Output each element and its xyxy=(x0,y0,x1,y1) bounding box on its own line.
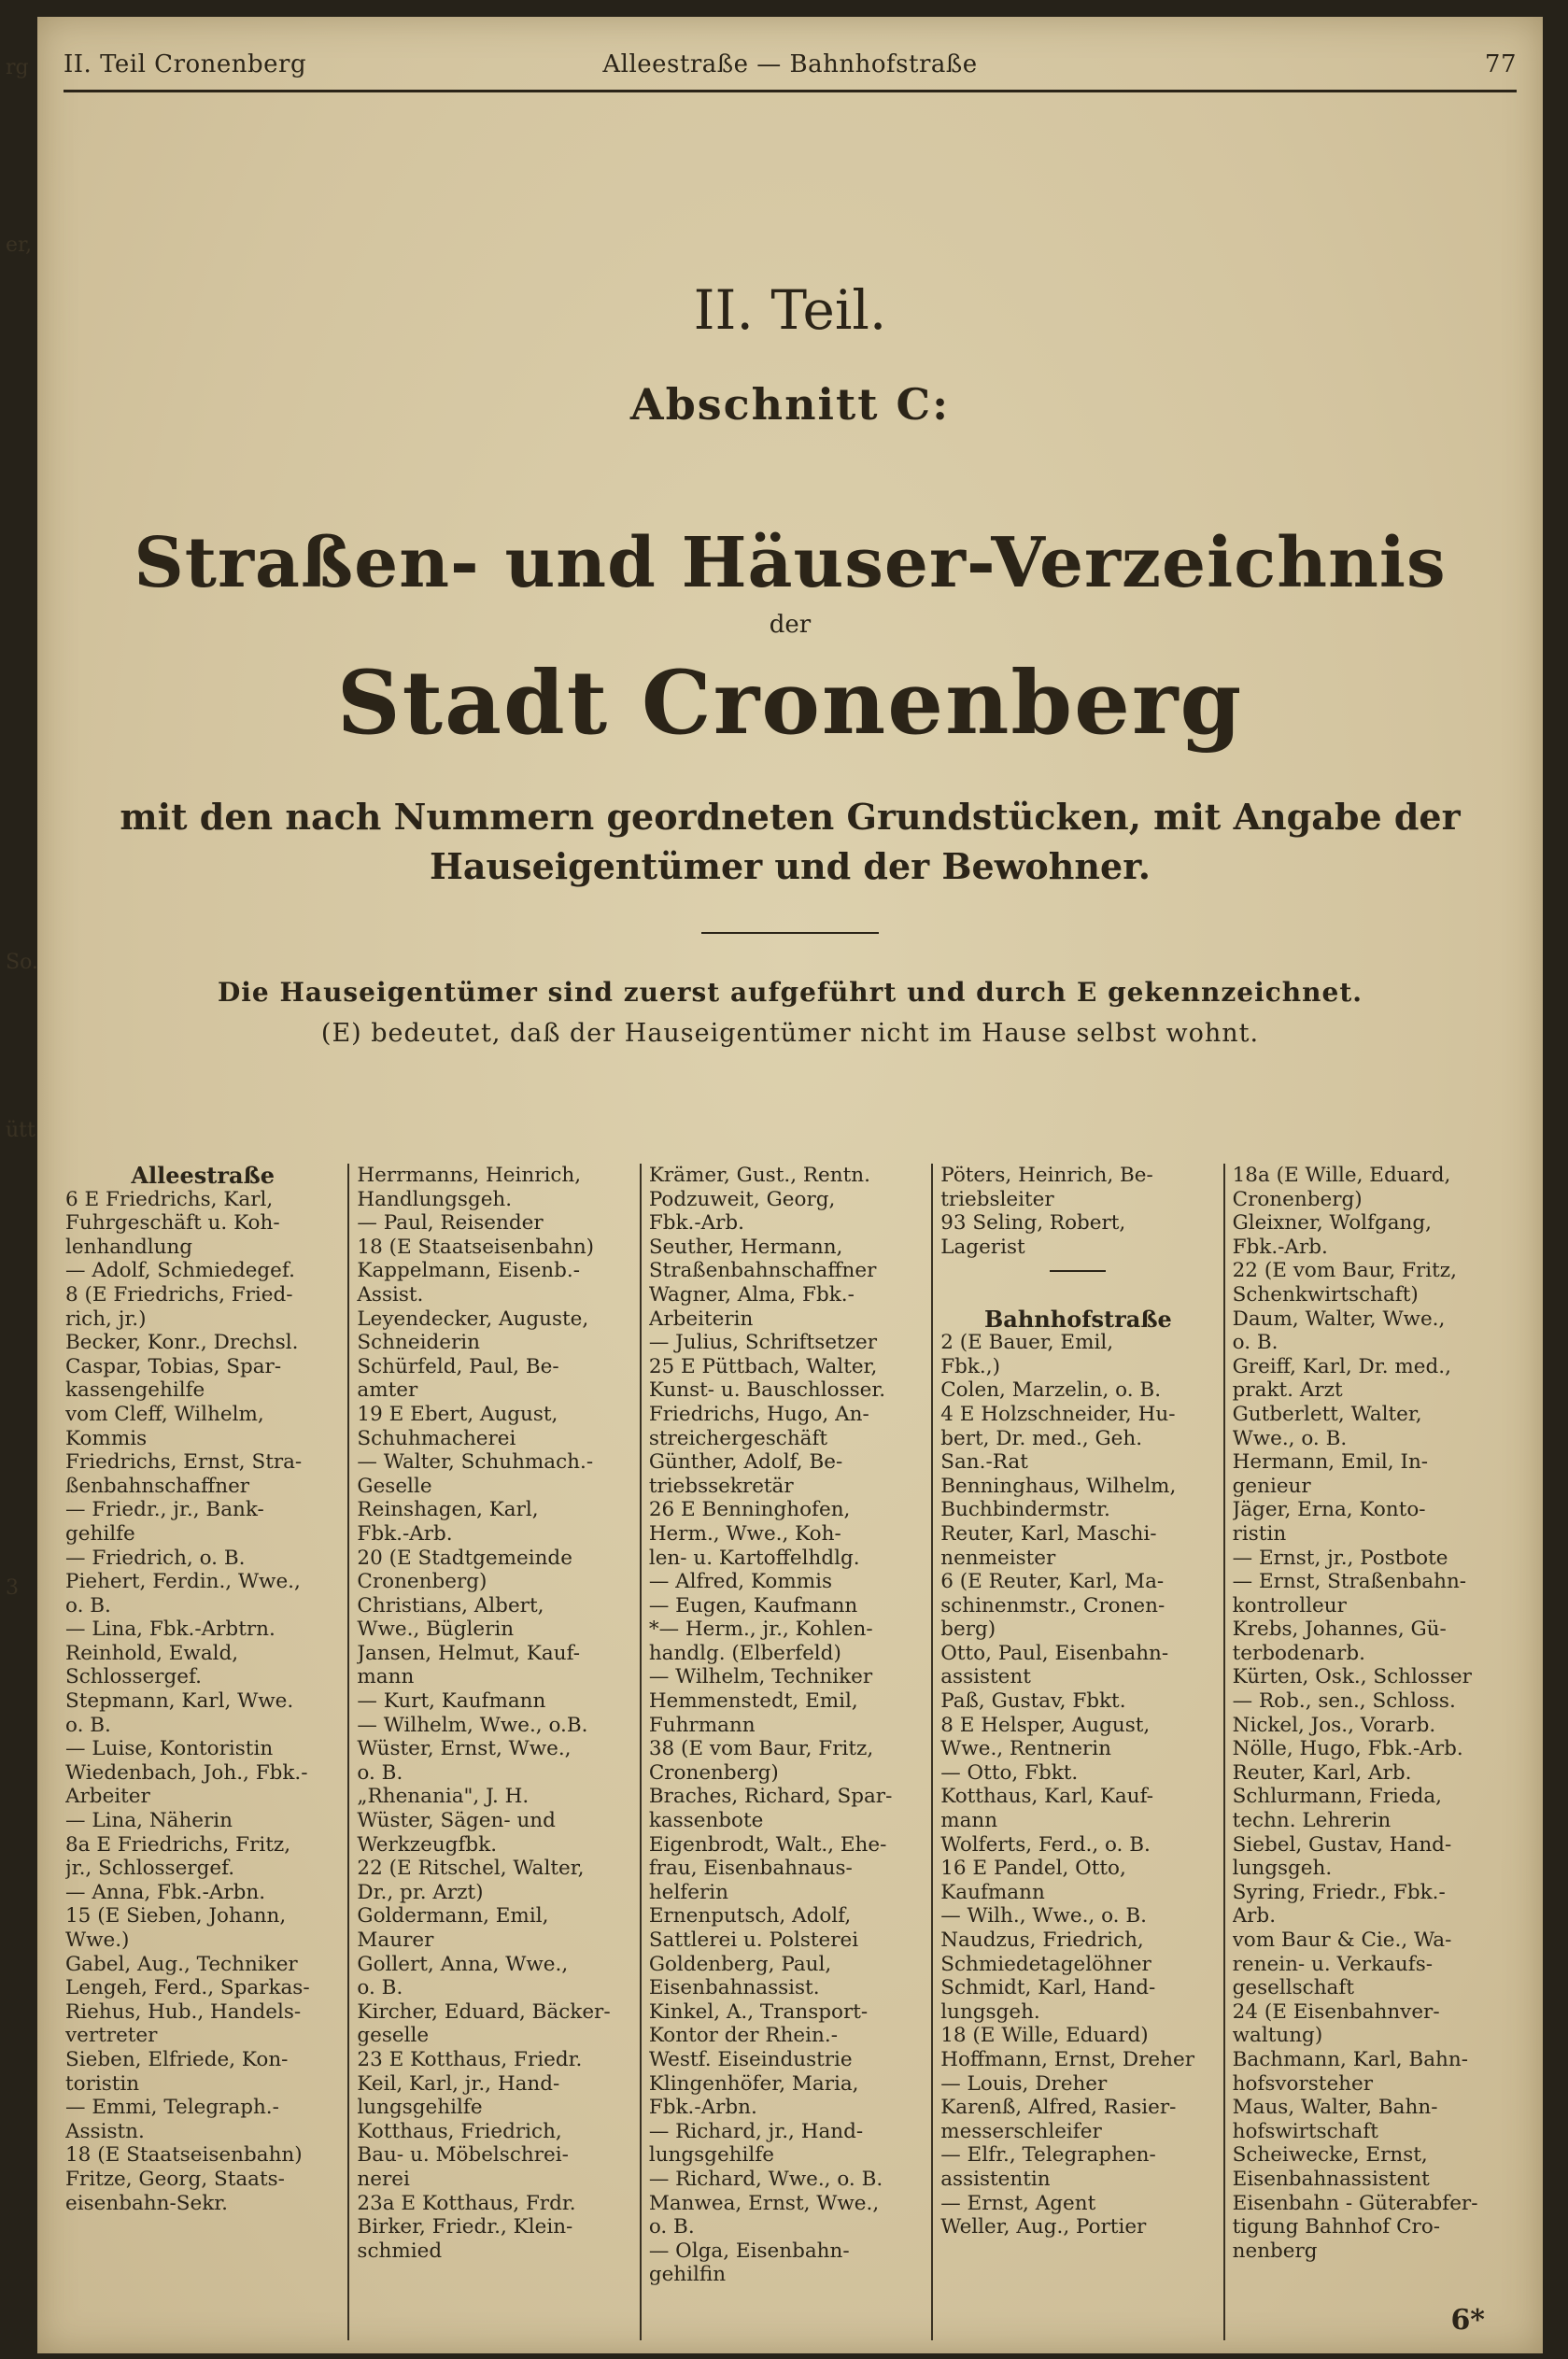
directory-line: vom Cleff, Wilhelm, xyxy=(65,1402,264,1426)
directory-line: Schmidt, Karl, Hand- xyxy=(940,1976,1156,2000)
directory-line: Otto, Paul, Eisenbahn- xyxy=(940,1641,1169,1665)
directory-line: — Kurt, Kaufmann xyxy=(357,1689,546,1714)
directory-line: Arb. xyxy=(1232,1904,1277,1928)
directory-line: o. B. xyxy=(65,1593,111,1617)
directory-line: Birker, Friedr., Klein- xyxy=(357,2215,573,2239)
directory-line: Eisenbahnassist. xyxy=(648,1976,820,2000)
directory-line: Kunst- u. Bauschlosser. xyxy=(648,1378,886,1403)
directory-line: 18 (E Staatseisenbahn) xyxy=(357,1235,595,1259)
margin-fragment: er, xyxy=(6,233,33,257)
directory-line: 4 E Holzschneider, Hu- xyxy=(940,1402,1176,1426)
directory-line: Gleixner, Wolfgang, xyxy=(1232,1211,1432,1236)
directory-line: Benninghaus, Wilhelm, xyxy=(940,1474,1177,1498)
directory-line: Jansen, Helmut, Kauf- xyxy=(357,1641,581,1665)
directory-line: Werkzeugfbk. xyxy=(357,1832,498,1857)
directory-line: Wiedenbach, Joh., Fbk.- xyxy=(65,1760,308,1785)
directory-line: Bau- u. Möbelschrei- xyxy=(357,2143,569,2168)
directory-line: 93 Seling, Robert, xyxy=(940,1211,1126,1236)
directory-line: o. B. xyxy=(65,1713,111,1737)
directory-line: kontrolleur xyxy=(1232,1593,1347,1617)
directory-line: triebsleiter xyxy=(940,1187,1054,1211)
directory-line: Reuter, Karl, Maschi- xyxy=(940,1521,1157,1546)
directory-line: Lagerist xyxy=(940,1235,1025,1259)
directory-line: renein- u. Verkaufs- xyxy=(1232,1952,1434,1976)
directory-line: Fbk.-Arb. xyxy=(1232,1235,1328,1259)
directory-line: nenberg xyxy=(1232,2239,1318,2263)
directory-line: vertreter xyxy=(65,2024,158,2048)
directory-line: Pöters, Heinrich, Be- xyxy=(940,1164,1153,1187)
directory-line: *— Herm., jr., Kohlen- xyxy=(648,1617,873,1642)
directory-column-4 xyxy=(931,1164,1222,2340)
directory-line: — Alfred, Kommis xyxy=(648,1570,833,1594)
directory-line: Kontor der Rhein.- xyxy=(648,2024,838,2048)
directory-line: Geselle xyxy=(357,1474,432,1498)
directory-column-2 xyxy=(347,1164,639,2340)
owner-note: Die Hauseigentümer sind zuerst aufgeführt und durch E gekennzeichnet. xyxy=(217,977,1363,1009)
directory-line: helferin xyxy=(648,1880,728,1904)
directory-line: 38 (E vom Baur, Fritz, xyxy=(648,1737,874,1761)
directory-line: Kürten, Osk., Schlosser xyxy=(1232,1665,1472,1689)
directory-line xyxy=(940,1283,1215,1307)
directory-line: Nickel, Jos., Vorarb. xyxy=(1232,1713,1436,1737)
directory-line: len- u. Kartoffelhdlg. xyxy=(648,1546,860,1570)
directory-line: hofsvorsteher xyxy=(1232,2071,1374,2096)
directory-line: Becker, Konr., Drechsl. xyxy=(65,1331,299,1355)
directory-line: Assist. xyxy=(357,1282,424,1307)
directory-line: Hoffmann, Ernst, Dreher xyxy=(940,2047,1195,2071)
directory-line: Riehus, Hub., Handels- xyxy=(65,1999,302,2024)
directory-line: schinenmstr., Cronen- xyxy=(940,1593,1165,1617)
directory-line: 19 E Ebert, August, xyxy=(357,1402,558,1426)
directory-line: Bachmann, Karl, Bahn- xyxy=(1232,2047,1468,2071)
directory-line: mann xyxy=(940,1809,998,1833)
directory-line: frau, Eisenbahnaus- xyxy=(648,1857,853,1881)
directory-line: Krämer, Gust., Rentn. xyxy=(648,1164,870,1187)
title-block xyxy=(37,278,1543,1048)
signature-mark: 6* xyxy=(1450,2304,1485,2337)
directory-line: waltung) xyxy=(1232,2024,1323,2048)
directory-line: Ernenputsch, Adolf, xyxy=(648,1904,852,1928)
directory-line: Maurer xyxy=(357,1928,434,1952)
directory-line: Fbk.-Arbn. xyxy=(648,2096,757,2120)
directory-line: handlg. (Elberfeld) xyxy=(648,1641,841,1665)
directory-line: — Friedr., jr., Bank- xyxy=(65,1498,264,1522)
directory-line: 8 (E Friedrichs, Fried- xyxy=(65,1282,293,1307)
directory-line: Hemmenstedt, Emil, xyxy=(648,1689,858,1714)
directory-line: — Ernst, Agent xyxy=(940,2191,1096,2215)
directory-line: 18 (E Staatseisenbahn) xyxy=(65,2143,303,2168)
directory-line: Nölle, Hugo, Fbk.-Arb. xyxy=(1232,1737,1463,1761)
directory-line: Handlungsgeh. xyxy=(357,1187,513,1211)
directory-line: ristin xyxy=(1232,1521,1287,1546)
directory-line: Wwe., o. B. xyxy=(1232,1426,1348,1450)
margin-fragment: 3 xyxy=(6,1576,19,1600)
directory-line: Kaufmann xyxy=(940,1880,1045,1904)
directory-line: lenhandlung xyxy=(65,1235,193,1259)
directory-line: — Lina, Näherin xyxy=(65,1809,233,1833)
directory-line: 6 E Friedrichs, Karl, xyxy=(65,1187,274,1211)
directory-line: — Richard, Wwe., o. B. xyxy=(648,2167,883,2191)
directory-line: jr., Schlossergef. xyxy=(65,1857,235,1881)
city-title: Stadt Cronenberg xyxy=(336,652,1244,755)
directory-line: Eisenbahn - Güterabfer- xyxy=(1232,2191,1478,2215)
directory-line: Weller, Aug., Portier xyxy=(940,2215,1147,2239)
directory-line: Sieben, Elfriede, Kon- xyxy=(65,2047,289,2071)
directory-line: — Friedrich, o. B. xyxy=(65,1546,246,1570)
margin-fragment: ütt xyxy=(6,1119,35,1142)
directory-line: Gollert, Anna, Wwe., xyxy=(357,1952,569,1976)
directory-line: techn. Lehrerin xyxy=(1232,1809,1391,1833)
directory-line: Friedrichs, Hugo, An- xyxy=(648,1402,869,1426)
directory-line: nerei xyxy=(357,2167,410,2191)
directory-line: Wüster, Sägen- und xyxy=(357,1809,556,1833)
title-der: der xyxy=(769,611,812,639)
directory-line: Assistn. xyxy=(65,2119,145,2143)
directory-line: Naudzus, Friedrich, xyxy=(940,1928,1144,1952)
directory-column-1 xyxy=(58,1164,347,2340)
directory-line: Krebs, Johannes, Gü- xyxy=(1232,1617,1447,1642)
directory-line: Piehert, Ferdin., Wwe., xyxy=(65,1570,301,1594)
directory-line: Wwe., Büglerin xyxy=(357,1617,515,1642)
directory-line: Schmiedetagelöhner xyxy=(940,1952,1151,1976)
directory-line: Keil, Karl, jr., Hand- xyxy=(357,2071,560,2096)
directory-line: — Lina, Fbk.-Arbtrn. xyxy=(65,1617,275,1642)
directory-line: Manwea, Ernst, Wwe., xyxy=(648,2191,880,2215)
directory-line: — Ernst, jr., Postbote xyxy=(1232,1546,1448,1570)
directory-line: geselle xyxy=(357,2024,430,2048)
directory-line: 23a E Kotthaus, Frdr. xyxy=(357,2191,576,2215)
directory-line: Schlurmann, Frieda, xyxy=(1232,1785,1443,1809)
directory-line: — Richard, jr., Hand- xyxy=(648,2119,864,2143)
directory-line: 16 E Pandel, Otto, xyxy=(940,1857,1126,1881)
directory-line: 22 (E vom Baur, Fritz, xyxy=(1232,1259,1457,1283)
directory-line: lungsgehilfe xyxy=(648,2143,774,2168)
directory-line: Fritze, Georg, Staats- xyxy=(65,2167,285,2191)
directory-line: bert, Dr. med., Geh. xyxy=(940,1426,1143,1450)
directory-line: kassengehilfe xyxy=(65,1378,205,1403)
directory-line: messerschleifer xyxy=(940,2119,1102,2143)
directory-line: „Rhenania", J. H. xyxy=(357,1785,530,1809)
directory-line: Fuhrgeschäft u. Koh- xyxy=(65,1211,280,1236)
directory-line: vom Baur & Cie., Wa- xyxy=(1232,1928,1452,1952)
directory-line: Cronenberg) xyxy=(357,1570,487,1594)
directory-line: Kappelmann, Eisenb.- xyxy=(357,1259,581,1283)
absent-owner-note: (E) bedeutet, daß der Hauseigentümer nicht im Hause selbst wohnt. xyxy=(320,1019,1260,1049)
directory-line: — Rob., sen., Schloss. xyxy=(1232,1689,1456,1714)
directory-line: Westf. Eiseindustrie xyxy=(648,2047,853,2071)
running-head-left: II. Teil Cronenberg xyxy=(64,50,307,78)
directory-line: — Anna, Fbk.-Arbn. xyxy=(65,1880,266,1904)
directory-line: Fuhrmann xyxy=(648,1713,756,1737)
directory-line: — Walter, Schuhmach.- xyxy=(357,1450,594,1475)
directory-line: Braches, Richard, Spar- xyxy=(648,1785,893,1809)
running-head-center: Alleestraße — Bahnhofstraße xyxy=(602,50,978,78)
directory-line: Fbk.-Arb. xyxy=(357,1521,453,1546)
directory-line: eisenbahn-Sekr. xyxy=(65,2191,228,2215)
directory-line: Buchbindermstr. xyxy=(940,1498,1110,1522)
directory-line: 26 E Benninghofen, xyxy=(648,1498,851,1522)
directory-line: Caspar, Tobias, Spar- xyxy=(65,1354,282,1378)
directory-line: lungsgeh. xyxy=(1232,1857,1333,1881)
directory-line: ßenbahnschaffner xyxy=(65,1474,250,1498)
directory-line: Podzuweit, Georg, xyxy=(648,1187,836,1211)
directory-line: Maus, Walter, Bahn- xyxy=(1232,2096,1438,2120)
directory-line: — Emmi, Telegraph.- xyxy=(65,2096,279,2120)
directory-line: Wwe.) xyxy=(65,1928,130,1952)
directory-line: Seuther, Hermann, xyxy=(648,1235,843,1259)
directory-line: Klingenhöfer, Maria, xyxy=(648,2071,859,2096)
directory-line: o. B. xyxy=(648,2215,695,2239)
directory-line: — Otto, Fbkt. xyxy=(940,1760,1079,1785)
directory-line: 20 (E Stadtgemeinde xyxy=(357,1546,572,1570)
directory-line: Gabel, Aug., Techniker xyxy=(65,1952,298,1976)
directory-line: rich, jr.) xyxy=(65,1307,147,1331)
directory-line: Kircher, Eduard, Bäcker- xyxy=(357,1999,611,2024)
directory-line: Kommis xyxy=(65,1426,148,1450)
directory-line: lungsgeh. xyxy=(940,1999,1040,2024)
directory-line: Arbeiterin xyxy=(648,1307,754,1331)
directory-line: Stepmann, Karl, Wwe. xyxy=(65,1689,294,1714)
directory-line: — Ernst, Straßenbahn- xyxy=(1232,1570,1467,1594)
directory-line: Schlossergef. xyxy=(65,1665,203,1689)
directory-line: Fbk.-Arb. xyxy=(648,1211,745,1236)
directory-line: — Eugen, Kaufmann xyxy=(648,1593,858,1617)
main-title: Straßen- und Häuser-Verzeichnis xyxy=(134,523,1447,603)
directory-line: gesellschaft xyxy=(1232,1976,1354,2000)
street-heading: Bahnhofstraße xyxy=(984,1307,1172,1332)
directory-line: Lengeh, Ferd., Sparkas- xyxy=(65,1976,310,2000)
directory-line: berg) xyxy=(940,1617,996,1642)
directory-line: terbodenarb. xyxy=(1232,1641,1365,1665)
directory-line: toristin xyxy=(65,2071,140,2096)
directory-line: Daum, Walter, Wwe., xyxy=(1232,1307,1446,1331)
directory-column-5 xyxy=(1223,1164,1515,2340)
directory-line: Reinhold, Ewald, xyxy=(65,1641,239,1665)
directory-line: Greiff, Karl, Dr. med., xyxy=(1232,1354,1451,1378)
directory-line: o. B. xyxy=(357,1760,403,1785)
directory-line: hofswirtschaft xyxy=(1232,2119,1378,2143)
directory-line: Eisenbahnassistent xyxy=(1232,2167,1430,2191)
directory-line: assistentin xyxy=(940,2167,1051,2191)
directory-line: Herm., Wwe., Koh- xyxy=(648,1521,841,1546)
directory-line: Christians, Albert, xyxy=(357,1593,544,1617)
margin-fragment: rg xyxy=(6,56,29,79)
directory-line: 23 E Kotthaus, Friedr. xyxy=(357,2047,583,2071)
directory-line: mann xyxy=(357,1665,415,1689)
directory-line: Straßenbahnschaffner xyxy=(648,1259,877,1283)
directory-line: Syring, Friedr., Fbk.- xyxy=(1232,1880,1446,1904)
directory-line: Reinshagen, Karl, xyxy=(357,1498,539,1522)
subtitle-line-2: Hauseigentümer und der Bewohner. xyxy=(430,845,1151,888)
directory-line: Cronenberg) xyxy=(648,1760,779,1785)
directory-line: triebssekretär xyxy=(648,1474,794,1498)
directory-line: gehilfin xyxy=(648,2263,727,2287)
subtitle-line-1: mit den nach Nummern geordneten Grundstücken, mit Angabe der xyxy=(120,796,1461,838)
directory-line: 6 (E Reuter, Karl, Ma- xyxy=(940,1570,1165,1594)
margin-fragment: So. xyxy=(6,951,38,974)
directory-line: Wagner, Alma, Fbk.- xyxy=(648,1282,855,1307)
directory-line: Hermann, Emil, In- xyxy=(1232,1450,1429,1475)
directory-line: — Adolf, Schmiedegef. xyxy=(65,1259,295,1283)
directory-line: Colen, Marzelin, o. B. xyxy=(940,1378,1162,1403)
directory-line: — Luise, Kontoristin xyxy=(65,1737,274,1761)
directory-line: Friedrichs, Ernst, Stra- xyxy=(65,1450,303,1475)
directory-line: — Julius, Schriftsetzer xyxy=(648,1331,878,1355)
directory-line: Karenß, Alfred, Rasier- xyxy=(940,2096,1177,2120)
directory-line: gehilfe xyxy=(65,1521,135,1546)
directory-line: lungsgehilfe xyxy=(357,2096,483,2120)
directory-line: — Olga, Eisenbahn- xyxy=(648,2239,850,2263)
directory-line: genieur xyxy=(1232,1474,1311,1498)
section-title: Abschnitt C: xyxy=(629,379,951,430)
directory-line: Schneiderin xyxy=(357,1331,480,1355)
directory-line: streichergeschäft xyxy=(648,1426,828,1450)
directory-columns xyxy=(58,1164,1515,2340)
directory-line: Siebel, Gustav, Hand- xyxy=(1232,1832,1452,1857)
directory-line: Dr., pr. Arzt) xyxy=(357,1880,484,1904)
directory-line: Kinkel, A., Transport- xyxy=(648,1999,869,2024)
directory-line: — Elfr., Telegraphen- xyxy=(940,2143,1156,2168)
directory-line: tigung Bahnhof Cro- xyxy=(1232,2215,1441,2239)
directory-line: 22 (E Ritschel, Walter, xyxy=(357,1857,585,1881)
directory-line: Wüster, Ernst, Wwe., xyxy=(357,1737,572,1761)
directory-line: amter xyxy=(357,1378,418,1403)
directory-line: Goldermann, Emil, xyxy=(357,1904,549,1928)
directory-column-3 xyxy=(640,1164,931,2340)
page-number: 77 xyxy=(1484,50,1517,78)
title-rule xyxy=(701,932,879,934)
directory-line: Schenkwirtschaft) xyxy=(1232,1282,1419,1307)
directory-line: Wolferts, Ferd., o. B. xyxy=(940,1832,1151,1857)
directory-line: o. B. xyxy=(1232,1331,1278,1355)
directory-line: 8 E Helsper, August, xyxy=(940,1713,1151,1737)
directory-line: schmied xyxy=(357,2239,443,2263)
directory-line: — Louis, Dreher xyxy=(940,2071,1108,2096)
street-heading: Alleestraße xyxy=(131,1164,275,1188)
directory-line: Goldenberg, Paul, xyxy=(648,1952,832,1976)
header-rule xyxy=(64,90,1517,92)
part-title: II. Teil. xyxy=(693,278,887,342)
directory-line: 18a (E Wille, Eduard, xyxy=(1232,1164,1451,1187)
directory-line: Paß, Gustav, Fbkt. xyxy=(940,1689,1126,1714)
directory-line: Eigenbrodt, Walt., Ehe- xyxy=(648,1832,887,1857)
directory-line: Jäger, Erna, Konto- xyxy=(1232,1498,1426,1522)
directory-line: — Wilhelm, Techniker xyxy=(648,1665,873,1689)
directory-line: assistent xyxy=(940,1665,1031,1689)
directory-line: 25 E Püttbach, Walter, xyxy=(648,1354,878,1378)
directory-line: 24 (E Eisenbahnver- xyxy=(1232,1999,1440,2024)
column-rule xyxy=(940,1259,1215,1283)
directory-line: Cronenberg) xyxy=(1232,1187,1363,1211)
directory-line: Gutberlett, Walter, xyxy=(1232,1402,1422,1426)
directory-line: 18 (E Wille, Eduard) xyxy=(940,2024,1149,2048)
directory-line: Scheiwecke, Ernst, xyxy=(1232,2143,1428,2168)
directory-line: 15 (E Sieben, Johann, xyxy=(65,1904,287,1928)
directory-line: Schuhmacherei xyxy=(357,1426,516,1450)
directory-line: Leyendecker, Auguste, xyxy=(357,1307,589,1331)
running-head xyxy=(64,45,1517,82)
directory-line: Wwe., Rentnerin xyxy=(940,1737,1111,1761)
directory-line: Reuter, Karl, Arb. xyxy=(1232,1760,1412,1785)
directory-line: kassenbote xyxy=(648,1809,764,1833)
directory-line: nenmeister xyxy=(940,1546,1056,1570)
directory-line: 8a E Friedrichs, Fritz, xyxy=(65,1832,291,1857)
directory-line: prakt. Arzt xyxy=(1232,1378,1343,1403)
directory-line: Kotthaus, Friedrich, xyxy=(357,2119,562,2143)
directory-line: 2 (E Bauer, Emil, xyxy=(940,1331,1114,1355)
directory-line: Fbk.,) xyxy=(940,1354,1000,1378)
directory-line: Kotthaus, Karl, Kauf- xyxy=(940,1785,1154,1809)
directory-line: — Paul, Reisender xyxy=(357,1211,544,1236)
directory-line: Schürfeld, Paul, Be- xyxy=(357,1354,559,1378)
directory-line: Arbeiter xyxy=(65,1785,150,1809)
page xyxy=(6,17,1543,2353)
directory-line: Herrmanns, Heinrich, xyxy=(357,1164,582,1187)
directory-line: San.-Rat xyxy=(940,1450,1028,1475)
directory-line: Günther, Adolf, Be- xyxy=(648,1450,843,1475)
directory-line: — Wilhelm, Wwe., o.B. xyxy=(357,1713,588,1737)
directory-line: — Wilh., Wwe., o. B. xyxy=(940,1904,1147,1928)
directory-line: Sattlerei u. Polsterei xyxy=(648,1928,859,1952)
directory-line: o. B. xyxy=(357,1976,403,2000)
